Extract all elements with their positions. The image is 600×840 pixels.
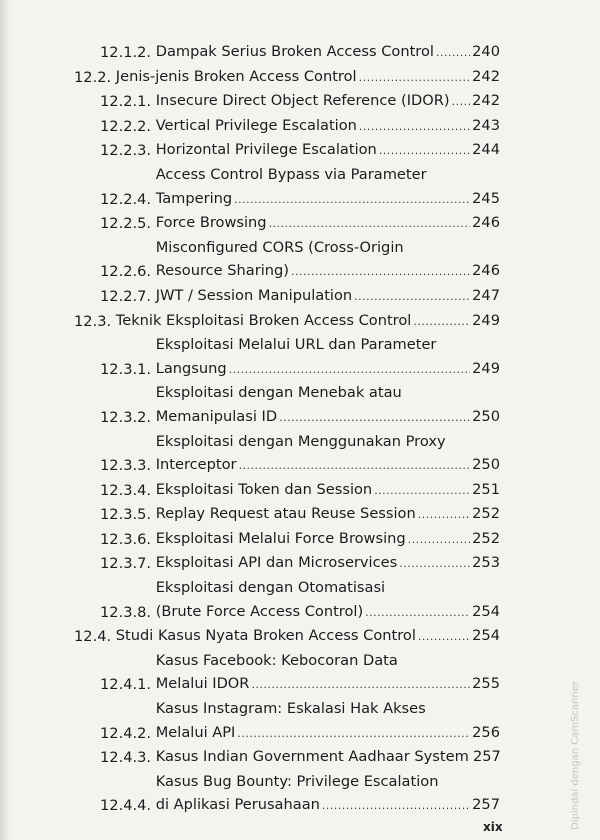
toc-entry-title: Kasus Indian Government Aadhaar System — [155, 748, 469, 766]
toc-entry-title: Kasus Bug Bounty: Privilege Escalation — [155, 772, 439, 790]
dot-leader — [291, 260, 470, 284]
dot-leader — [229, 358, 470, 382]
dot-leader — [234, 188, 470, 212]
toc-entry-title: Kasus Facebook: Kebocoran Data — [155, 651, 398, 669]
table-of-contents — [74, 40, 500, 818]
dot-leader — [354, 285, 470, 309]
toc-entry[interactable] — [74, 478, 500, 503]
toc-entry-title: Eksploitasi dengan Menebak atau — [155, 384, 402, 402]
toc-page-number: 247 — [472, 286, 500, 304]
toc-entry-title: Resource Sharing) — [155, 262, 289, 280]
toc-entry-number: 12.4. — [74, 628, 112, 646]
toc-entry-title: JWT / Session Manipulation — [155, 286, 353, 304]
toc-entry-number: 12.1.2. — [100, 44, 152, 61]
page-edge-shadow — [0, 0, 10, 840]
toc-page-number: 242 — [472, 67, 500, 85]
page-folio: xix — [483, 820, 503, 834]
toc-entry-title: Memanipulasi ID — [155, 407, 278, 425]
toc-page-number: 250 — [472, 407, 500, 425]
toc-page-number: 255 — [472, 675, 500, 693]
toc-entry[interactable] — [74, 89, 500, 114]
toc-entry-number: 12.2.4. — [100, 190, 152, 208]
dot-leader — [359, 115, 470, 139]
dot-leader — [374, 479, 470, 503]
toc-entry-number: 12.3.7. — [100, 555, 152, 573]
toc-entry-number: 12.2.5. — [100, 215, 152, 233]
toc-entry[interactable] — [74, 551, 500, 576]
dot-leader — [365, 601, 470, 625]
toc-entry[interactable] — [74, 381, 500, 429]
toc-entry-number: 12.3.8. — [100, 603, 152, 621]
toc-page-number: 250 — [472, 456, 500, 474]
toc-entry-number: 12.3.3. — [100, 457, 152, 475]
toc-page-number: 249 — [472, 311, 500, 329]
toc-page-number: 245 — [472, 189, 500, 207]
toc-entry-title: Replay Request atau Reuse Session — [155, 505, 416, 523]
toc-page-number: 254 — [472, 627, 500, 645]
toc-entry[interactable] — [74, 697, 500, 745]
dot-leader — [436, 41, 470, 65]
dot-leader — [418, 625, 470, 649]
toc-entry-title: Eksploitasi Melalui URL dan Parameter — [155, 336, 437, 354]
toc-page-number: 252 — [472, 505, 500, 523]
dot-leader — [237, 722, 470, 746]
toc-entry-title: Studi Kasus Nyata Broken Access Control — [115, 627, 416, 645]
dot-leader — [418, 503, 470, 527]
toc-entry-number: 12.3.1. — [100, 360, 152, 378]
toc-entry-number: 12.3.5. — [100, 506, 152, 524]
toc-entry-title: Teknik Eksploitasi Broken Access Control — [115, 311, 412, 329]
dot-leader — [269, 212, 470, 236]
toc-page-number: 251 — [472, 480, 500, 498]
toc-entry[interactable] — [74, 430, 500, 478]
toc-entry[interactable] — [74, 527, 500, 552]
scanner-watermark: Dipindai dengan CamScanner — [570, 681, 581, 830]
toc-entry-number: 12.2.2. — [100, 117, 152, 135]
dot-leader — [413, 310, 470, 334]
toc-entry-title: Vertical Privilege Escalation — [155, 116, 357, 134]
toc-page-number: 242 — [472, 92, 500, 110]
toc-entry[interactable] — [74, 502, 500, 527]
toc-entry-title: Interceptor — [155, 456, 237, 474]
dot-leader — [379, 139, 470, 163]
toc-entry-number: 12.3.6. — [100, 530, 152, 548]
toc-entry-title: Force Browsing — [155, 214, 267, 232]
toc-page-number: 254 — [472, 602, 500, 620]
toc-page-number: 240 — [472, 43, 500, 60]
toc-entry[interactable] — [74, 333, 500, 381]
toc-entry-title: Melalui IDOR — [155, 675, 250, 693]
toc-entry[interactable] — [74, 40, 500, 65]
toc-entry-number: 12.4.3. — [100, 749, 152, 767]
toc-entry-title: Access Control Bypass via Parameter — [155, 165, 427, 183]
toc-entry-title: Misconfigured CORS (Cross-Origin — [155, 238, 404, 256]
toc-page-number: 244 — [472, 141, 500, 159]
toc-entry[interactable] — [74, 65, 500, 90]
toc-page-number: 246 — [472, 262, 500, 280]
toc-entry-number: 12.2.3. — [100, 142, 152, 160]
toc-page-number: 246 — [472, 214, 500, 232]
dot-leader — [452, 90, 470, 114]
dot-leader — [322, 794, 470, 818]
toc-entry-title: Dampak Serius Broken Access Control — [155, 43, 434, 60]
dot-leader — [251, 673, 470, 697]
toc-entry[interactable] — [74, 309, 500, 334]
toc-page-number: 249 — [472, 359, 500, 377]
toc-entry-number: 12.2. — [74, 68, 112, 86]
toc-entry[interactable] — [74, 284, 500, 309]
toc-entry-title: Horizontal Privilege Escalation — [155, 141, 377, 159]
toc-entry-title: di Aplikasi Perusahaan — [155, 796, 320, 814]
toc-entry[interactable] — [74, 236, 500, 284]
toc-entry-title: (Brute Force Access Control) — [155, 602, 364, 620]
toc-entry-number: 12.3.2. — [100, 408, 152, 426]
toc-entry-number: 12.3. — [74, 312, 112, 330]
toc-entry-number: 12.2.7. — [100, 287, 152, 305]
toc-page-number: 256 — [472, 723, 500, 741]
toc-entry-number: 12.4.2. — [100, 724, 152, 742]
toc-entry-title: Eksploitasi Melalui Force Browsing — [155, 529, 406, 547]
toc-entry[interactable] — [74, 770, 500, 818]
toc-entry[interactable] — [74, 745, 500, 770]
toc-entry-number: 12.2.1. — [100, 93, 152, 111]
toc-entry-title: Langsung — [155, 359, 227, 377]
toc-entry[interactable] — [74, 211, 500, 236]
dot-leader — [408, 528, 470, 552]
toc-entry[interactable] — [74, 138, 500, 163]
toc-entry-title: Melalui API — [155, 723, 236, 741]
toc-entry-number: 12.2.6. — [100, 263, 152, 281]
toc-entry-number: 12.4.4. — [100, 797, 152, 815]
dot-leader — [359, 66, 470, 90]
toc-entry-title: Tampering — [155, 189, 233, 207]
toc-entry-number: 12.3.4. — [100, 481, 152, 499]
dot-leader — [239, 454, 470, 478]
toc-entry-title: Kasus Instagram: Eskalasi Hak Akses — [155, 700, 426, 718]
toc-page-number: 252 — [472, 529, 500, 547]
toc-entry[interactable] — [74, 114, 500, 139]
toc-entry-number: 12.4.1. — [100, 676, 152, 694]
toc-entry-title: Eksploitasi dengan Menggunakan Proxy — [155, 432, 446, 450]
toc-entry-title: Eksploitasi Token dan Session — [155, 480, 373, 498]
toc-page-number: 253 — [472, 554, 500, 572]
toc-page-number: 243 — [472, 116, 500, 134]
dot-leader — [279, 406, 470, 430]
toc-entry-title: Eksploitasi dengan Otomatisasi — [155, 579, 386, 597]
toc-entry[interactable] — [74, 649, 500, 697]
dot-leader — [399, 552, 470, 576]
toc-page-number: 257 — [472, 748, 501, 766]
toc-entry-title: Insecure Direct Object Reference (IDOR) — [155, 92, 450, 110]
toc-entry-title: Jenis-jenis Broken Access Control — [115, 67, 357, 85]
toc-entry[interactable] — [74, 576, 500, 624]
toc-entry[interactable] — [74, 163, 500, 211]
toc-entry[interactable] — [74, 624, 500, 649]
toc-page-number: 257 — [472, 796, 500, 814]
toc-entry-title: Eksploitasi API dan Microservices — [155, 554, 398, 572]
